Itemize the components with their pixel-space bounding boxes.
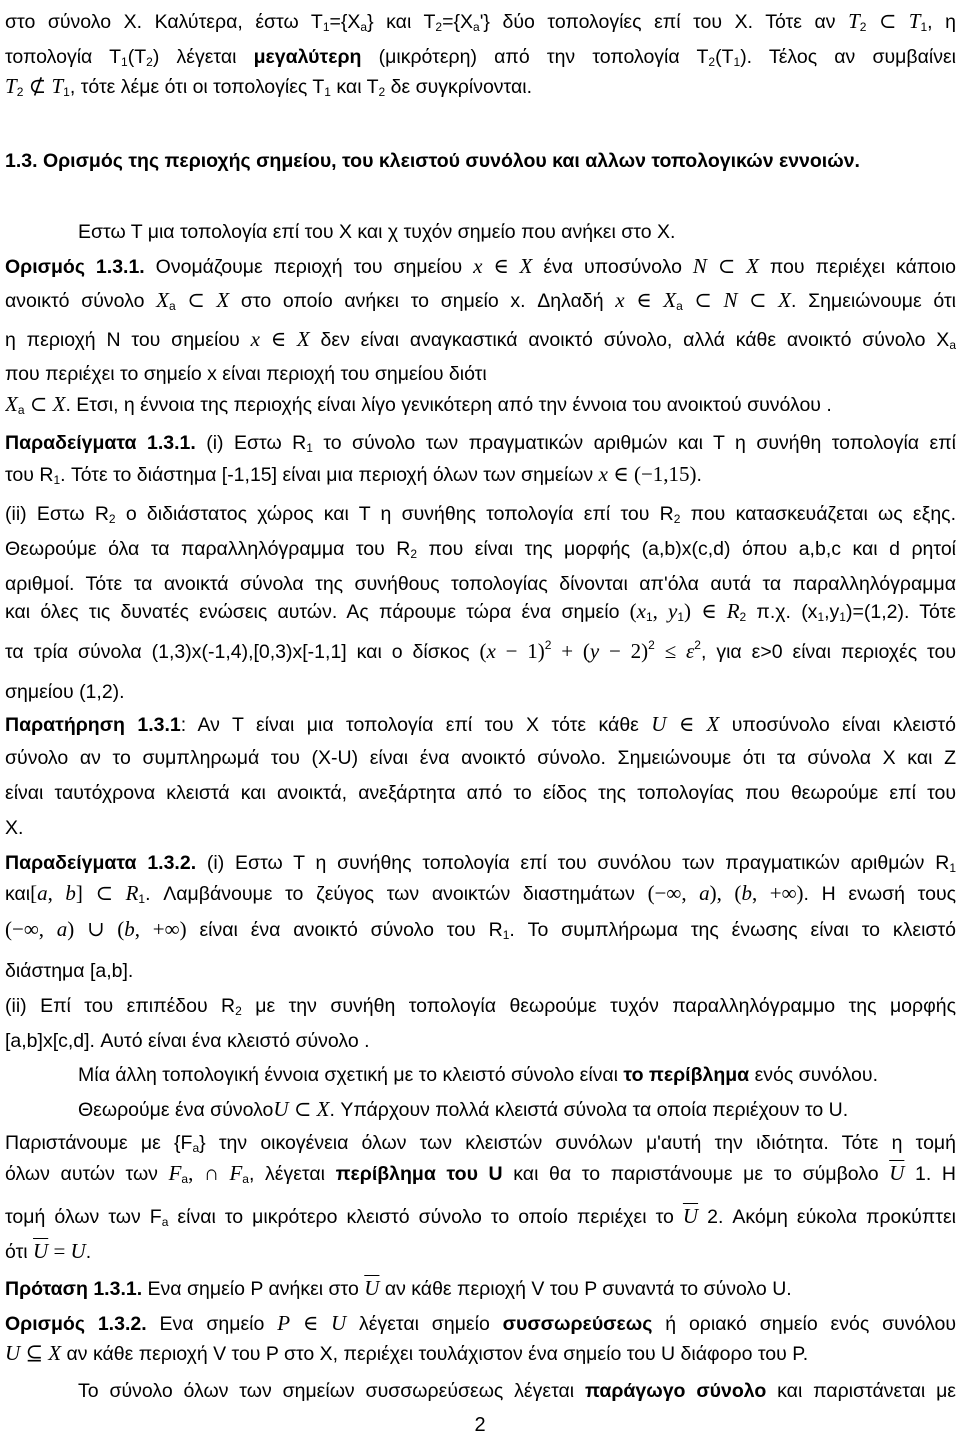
text-run: (ii) Επί του επιπέδου R xyxy=(5,995,236,1017)
text-run: 2 xyxy=(410,547,418,561)
text-run: X xyxy=(52,392,66,416)
text-run: ⊂ xyxy=(706,254,747,278)
text-run: ,y xyxy=(824,601,840,623)
text-run: 2 xyxy=(694,638,701,652)
text-run: x xyxy=(615,288,625,312)
text-line xyxy=(5,44,956,72)
text-run: Το σύνολο όλων των σημείων συσσωρεύσεως λέγεται xyxy=(78,1380,585,1402)
text-run: και παριστάνεται με xyxy=(766,1380,956,1402)
text-run: 1 xyxy=(53,473,61,487)
text-run: ανοικτό σύνολο xyxy=(5,290,157,312)
text-run: X xyxy=(778,288,791,312)
text-run: , +∞) xyxy=(751,881,804,905)
text-run: 1. Η xyxy=(904,1163,956,1185)
definition-line xyxy=(5,253,956,281)
text-run: T xyxy=(908,9,921,33)
text-run: είναι ταυτόχρονα κλειστά και ανοικτά, ανεξάρτητα από το είδος της τοπολογίας που θεωρούμε επί του xyxy=(5,782,956,804)
text-run: 1 xyxy=(324,85,331,99)
text-run: και όλες τις δυνατές ενώσεις αυτών. Ας πάρουμε τώρα ένα σημείο xyxy=(5,601,630,623)
text-run: ∈ xyxy=(482,254,520,278)
text-run: ∈ xyxy=(624,288,664,312)
text-run: 2 xyxy=(146,55,153,69)
text-run: y xyxy=(668,599,678,623)
text-run: Μία άλλη τοπολογική έννοια σχετική με το κλειστό σύνολο είναι xyxy=(78,1064,624,1086)
section-heading xyxy=(5,148,956,176)
text-run: δε συγκρίνονται. xyxy=(385,76,532,98)
text-run: (−∞, xyxy=(5,917,57,941)
text-run: )=(1,2). Τότε xyxy=(845,601,956,623)
text-run: ] ⊂ xyxy=(75,881,126,905)
text-run: 1 xyxy=(677,610,685,624)
text-run: b xyxy=(741,881,752,905)
text-run: 2. Ακόμη εύκολα προκύπτει xyxy=(698,1206,956,1228)
text-line xyxy=(5,815,956,843)
proposition-line xyxy=(5,1275,956,1303)
text-run: R xyxy=(125,881,139,905)
text-run: . Λαμβάνουμε το ζεύγος των ανοικτών διαστημάτων xyxy=(145,883,648,905)
text-run: Θεωρούμε ένα σύνολο xyxy=(78,1099,274,1121)
text-run: a xyxy=(181,1172,189,1186)
text-run: Παρατήρηση 1.3.1 xyxy=(5,714,181,736)
text-run: ) ∈ xyxy=(684,599,727,623)
text-line xyxy=(5,679,956,707)
text-run: 1 xyxy=(949,861,956,875)
text-run: [ xyxy=(30,881,38,905)
text-run: X xyxy=(519,254,533,278)
text-run: ⊂ xyxy=(682,288,724,312)
text-run: 2 xyxy=(708,55,716,69)
text-run: Χ. xyxy=(5,817,24,839)
text-run: $\overline{U}$ xyxy=(33,1239,49,1263)
text-run: στο σύνολο Χ. Καλύτερα, έστω Τ xyxy=(5,11,323,33)
text-run: 2 xyxy=(648,638,655,652)
text-run: (−∞, xyxy=(647,881,700,905)
text-line xyxy=(78,1096,956,1124)
text-run: 1 xyxy=(502,928,510,942)
text-run: η περιοχή Ν του σημείου xyxy=(5,329,251,351)
text-run: '} δύο τοπολογίες επί του Χ. Τότε αν xyxy=(479,11,849,33)
text-line xyxy=(5,501,956,529)
text-run: x xyxy=(598,462,608,486)
text-run: είναι ένα ανοικτό σύνολο του R xyxy=(186,919,503,941)
text-run: x xyxy=(250,327,260,351)
text-line xyxy=(5,536,956,564)
text-line xyxy=(5,326,956,354)
text-line xyxy=(5,598,956,626)
text-run: 2 xyxy=(544,638,552,652)
text-line xyxy=(5,880,956,908)
text-run: Ενα σημείο xyxy=(146,1313,278,1335)
text-run: a xyxy=(56,917,68,941)
text-run: T xyxy=(51,74,64,98)
text-run: ⊂ xyxy=(24,392,53,416)
text-run: . xyxy=(85,1241,92,1263)
text-run: a xyxy=(360,20,368,34)
text-run: είναι το μικρότερο κλειστό σύνολο το οποίο περιέχει το xyxy=(168,1206,683,1228)
text-run: Ορισμός 1.3.2. xyxy=(5,1313,147,1335)
text-run: ∈ xyxy=(666,712,707,736)
text-run: U xyxy=(651,712,667,736)
text-run: 1.3. Ορισμός της περιοχής σημείου, του κλειστού συνόλου και αλλων τοπολογικών εννοιών. xyxy=(5,150,860,172)
text-run: (Τ xyxy=(715,46,734,68)
text-run: R xyxy=(726,599,740,623)
text-run: ∈ xyxy=(290,1311,331,1335)
text-run: X xyxy=(706,712,720,736)
text-run: 2 xyxy=(378,85,386,99)
text-line xyxy=(5,780,956,808)
text-run: X xyxy=(663,288,677,312)
text-run: ⊂ xyxy=(288,1097,317,1121)
text-run: b xyxy=(124,917,135,941)
text-run: και Τ xyxy=(330,76,379,98)
example-line xyxy=(5,430,956,458)
text-line xyxy=(5,993,956,1021)
text-run: a xyxy=(242,1172,249,1186)
text-line xyxy=(5,73,956,101)
text-line xyxy=(5,745,956,773)
text-run: 1 xyxy=(839,610,846,624)
text-run: 1 xyxy=(817,610,825,624)
text-line xyxy=(5,1238,956,1266)
text-run: που κατασκευάζεται ως εξης. xyxy=(680,503,956,525)
text-run: ⊂ xyxy=(175,288,217,312)
text-line xyxy=(78,219,956,247)
text-run: ={Χ xyxy=(442,11,474,33)
text-run: a xyxy=(37,881,48,905)
text-run: τοπολογία Τ xyxy=(5,46,122,68)
text-run: T xyxy=(5,74,17,98)
text-line xyxy=(5,571,956,599)
text-run: . Ετσι, η έννοια της περιοχής είναι λίγο γενικότερη από την έννοια του ανοικτού συνόλου . xyxy=(65,394,832,416)
text-run: a xyxy=(949,338,956,352)
text-run: ) λέγεται xyxy=(152,46,254,68)
page-number: 2 xyxy=(474,1414,486,1436)
text-run: 2 xyxy=(673,512,681,526)
text-run: (ii) Εστω R xyxy=(5,503,109,525)
text-run: 1 xyxy=(63,85,70,99)
text-run: } την οικογένεια όλων των κλειστών συνόλων μ'αυτή την ιδιότητα. Τότε η τομή xyxy=(199,1132,956,1154)
text-run: 1 xyxy=(645,610,653,624)
text-run: Παραδείγματα 1.3.2. xyxy=(5,852,197,874)
definition-line xyxy=(5,1310,956,1338)
text-run: a xyxy=(473,20,480,34)
text-run: a xyxy=(676,299,683,313)
text-run: στο οποίο ανήκει το σημείο x. Δηλαδή xyxy=(229,290,616,312)
text-run: + ( xyxy=(551,639,590,663)
text-run: N xyxy=(692,254,707,278)
text-run: . Η ενωσή τους xyxy=(803,883,956,905)
text-run: σημείου (1,2). xyxy=(5,681,125,703)
text-run: [a,b]x[c,d]. Αυτό είναι ένα κλειστό σύνολο . xyxy=(5,1030,370,1052)
text-run: ( xyxy=(479,639,487,663)
text-line xyxy=(5,916,956,944)
text-run: σύνολο αν το συμπληρωμά του (Χ-U) είναι ένα ανοικτό σύνολο. Σημειώνουμε ότι τα σύνολα Χ και Ζ xyxy=(5,747,956,769)
text-line xyxy=(5,638,956,666)
text-run: ( xyxy=(629,599,637,623)
text-run: και xyxy=(5,883,31,905)
text-run: $\overline{U}$ xyxy=(889,1161,905,1185)
text-run: = xyxy=(48,1239,71,1263)
text-run: ). Τέλος αν συμβαίνει xyxy=(740,46,956,68)
text-run: αν κάθε περιοχή V του Ρ στο Χ, περιέχει τουλάχιστον ένα σημείο του U διάφορο του Ρ. xyxy=(61,1343,809,1365)
text-run: , xyxy=(47,881,66,905)
text-run: , +∞) xyxy=(134,917,187,941)
text-run: ⊆ xyxy=(20,1341,49,1365)
text-run: με την συνήθη τοπολογία θεωρούμε τυχόν παραλληλόγραμμο της μορφής xyxy=(241,995,956,1017)
text-line xyxy=(5,1028,956,1056)
text-run: (Τ xyxy=(127,46,147,68)
text-line xyxy=(5,1130,956,1158)
text-run: ότι xyxy=(5,1241,34,1263)
text-run: . Υπάρχουν πολλά κλειστά σύνολα τα οποία περιέχουν το U. xyxy=(329,1099,849,1121)
text-run: 2 xyxy=(108,512,116,526)
text-run: Παραδείγματα 1.3.1. xyxy=(5,432,196,454)
text-run: τομή όλων των F xyxy=(5,1206,162,1228)
text-run: που είναι της μορφής (a,b)x(c,d) όπου a,b,c και d ρητοί xyxy=(417,538,956,560)
text-run: ⊂ xyxy=(866,9,909,33)
remark-line xyxy=(5,711,956,739)
text-run: (μικρότερη) από την τοπολογία Τ xyxy=(361,46,709,68)
text-run: , xyxy=(652,599,668,623)
text-run: . Τότε το διάστημα [-1,15] είναι μια περιοχή όλων των σημείων xyxy=(60,464,599,486)
text-line xyxy=(5,1340,956,1368)
text-run: π.χ. (x xyxy=(746,601,818,623)
text-run: Πρόταση 1.3.1. xyxy=(5,1278,143,1300)
text-run: 2 xyxy=(235,1004,242,1018)
text-run: U xyxy=(5,1341,21,1365)
text-line xyxy=(5,1203,956,1231)
text-line xyxy=(78,1378,956,1406)
text-run: } και Τ xyxy=(367,11,436,33)
text-run: X xyxy=(296,327,310,351)
text-run: ⊂ xyxy=(737,288,779,312)
text-run: 1 xyxy=(322,20,330,34)
text-line xyxy=(5,361,956,389)
text-run: ή οριακό σημείο ενός συνόλου xyxy=(652,1313,956,1335)
text-run: x xyxy=(473,254,483,278)
text-run: X xyxy=(316,1097,330,1121)
text-run: a xyxy=(192,1141,200,1155)
text-run: X xyxy=(156,288,169,312)
text-run: X xyxy=(48,1341,62,1365)
text-run: U xyxy=(70,1239,86,1263)
text-line xyxy=(5,1160,956,1188)
example-line xyxy=(5,850,956,878)
text-run: X xyxy=(746,254,759,278)
text-run: 2 xyxy=(739,610,747,624)
text-run: T xyxy=(848,9,860,33)
text-run: και θα το παριστάνουμε με το σύμβολο xyxy=(502,1163,890,1185)
text-run: του R xyxy=(5,464,54,486)
text-run: όλων αυτών των xyxy=(5,1163,169,1185)
text-run: ≤ xyxy=(654,639,686,663)
text-line xyxy=(5,391,956,419)
text-run: , ∩ xyxy=(188,1161,230,1185)
text-run: x xyxy=(486,639,496,663)
text-line xyxy=(5,461,956,489)
text-run: P xyxy=(277,1311,291,1335)
text-run: το περίβλημα xyxy=(623,1064,750,1086)
text-run: 1 xyxy=(733,55,741,69)
text-run: Θεωρούμε όλα τα παραλληλόγραμμα του R xyxy=(5,538,411,560)
text-run: ε xyxy=(685,639,695,663)
text-line xyxy=(5,287,956,315)
text-run: . xyxy=(696,464,702,486)
text-run: (i) Εστω R xyxy=(195,432,307,454)
text-line xyxy=(5,958,956,986)
text-run: Ενα σημείο Ρ ανήκει στο xyxy=(142,1278,365,1300)
text-line xyxy=(78,1062,956,1090)
text-run: 2 xyxy=(859,20,867,34)
text-run: Ονομάζουμε περιοχή του σημείου xyxy=(144,256,474,278)
text-run: ) ∪ ( xyxy=(67,917,125,941)
text-run: a xyxy=(699,881,710,905)
text-run: 2 xyxy=(435,20,443,34)
text-run: , για ε>0 είναι περιοχές του xyxy=(700,641,956,663)
text-run: X xyxy=(5,392,18,416)
text-run: a xyxy=(17,403,25,417)
text-run: που περιέχει το σημείο x είναι περιοχή του σημείου διότι xyxy=(5,363,487,385)
text-run: 1 xyxy=(306,441,313,455)
text-run: ⊄ xyxy=(23,74,52,98)
text-run: , λέγεται xyxy=(248,1163,336,1185)
text-run: περίβλημα του U xyxy=(335,1163,503,1185)
text-line xyxy=(5,8,956,36)
text-run: − 1) xyxy=(495,639,545,663)
text-run: 1 xyxy=(121,55,128,69)
text-run: x xyxy=(636,599,646,623)
text-run: b xyxy=(65,881,76,905)
text-run: το σύνολο των πραγματικών αριθμών και Τ η συνήθη τοπολογία επί xyxy=(312,432,956,454)
text-run: . Το συμπλήρωμα της ένωσης είναι το κλειστό xyxy=(509,919,956,941)
text-run: ∈ (−1,15) xyxy=(607,462,697,486)
text-run: μεγαλύτερη xyxy=(253,46,362,68)
text-run: ο διδιάστατος χώρος και Τ η συνήθης τοπολογία επί του R xyxy=(115,503,674,525)
text-run: a xyxy=(168,299,176,313)
text-run: συσσωρεύσεως xyxy=(502,1313,653,1335)
text-run: 2 xyxy=(16,85,24,99)
text-run: τα τρία σύνολα (1,3)x(-1,4),[0,3)x[-1,1] και ο δίσκος xyxy=(5,641,480,663)
text-run: , τότε λέμε ότι οι τοπολογίες Τ xyxy=(69,76,325,98)
text-run: y xyxy=(589,639,600,663)
text-run: U xyxy=(331,1311,347,1335)
text-run: ∈ xyxy=(259,327,297,351)
text-run: $\overline{U}$ xyxy=(682,1204,699,1228)
text-run: παράγωγο σύνολο xyxy=(584,1380,767,1402)
text-run: (i) Εστω Τ η συνήθης τοπολογία επί του συνόλου των πραγματικών αριθμών R xyxy=(196,852,950,874)
text-run: X xyxy=(216,288,230,312)
text-run: : Αν Τ είναι μια τοπολογία επί του Χ τότε κάθε xyxy=(180,714,652,736)
text-run: a xyxy=(161,1215,169,1229)
text-run: ένα υποσύνολο xyxy=(532,256,693,278)
text-run: Παριστάνουμε με {F xyxy=(5,1132,193,1154)
text-run: ενός συνόλου. xyxy=(749,1064,878,1086)
text-run: F xyxy=(168,1161,182,1185)
text-run: αριθμοί. Τότε τα ανοικτά σύνολα της συνήθους τοπολογίας δίνονται απ'όλα αυτά τα παραλληλόγραμμα xyxy=(5,573,956,595)
text-run: λέγεται σημείο xyxy=(346,1313,503,1335)
text-run: Ορισμός 1.3.1. xyxy=(5,256,145,278)
text-run: ={Χ xyxy=(329,11,361,33)
text-run: U xyxy=(273,1097,289,1121)
text-run: 1 xyxy=(920,20,928,34)
text-run: N xyxy=(723,288,738,312)
text-run: που περιέχει κάποιο xyxy=(758,256,956,278)
text-run: , η xyxy=(927,11,956,33)
text-run: 1 xyxy=(138,892,146,906)
text-run: − 2) xyxy=(599,639,649,663)
text-run: δεν είναι αναγκαστικά ανοικτό σύνολο, αλλά κάθε ανοικτό σύνολο Χ xyxy=(309,329,950,351)
text-run: υποσύνολο είναι κλειστό xyxy=(719,714,956,736)
text-run: ), ( xyxy=(709,881,742,905)
text-run: αν κάθε περιοχή V του Ρ συναντά το σύνολο U. xyxy=(379,1278,792,1300)
text-run: διάστημα [a,b]. xyxy=(5,960,134,982)
text-run: . Σημειώνουμε ότι xyxy=(790,290,956,312)
text-run: $\overline{U}$ xyxy=(364,1276,380,1300)
text-run: Εστω Τ μια τοπολογία επί του Χ και χ τυχόν σημείο που ανήκει στο Χ. xyxy=(78,221,676,243)
text-run: F xyxy=(229,1161,243,1185)
